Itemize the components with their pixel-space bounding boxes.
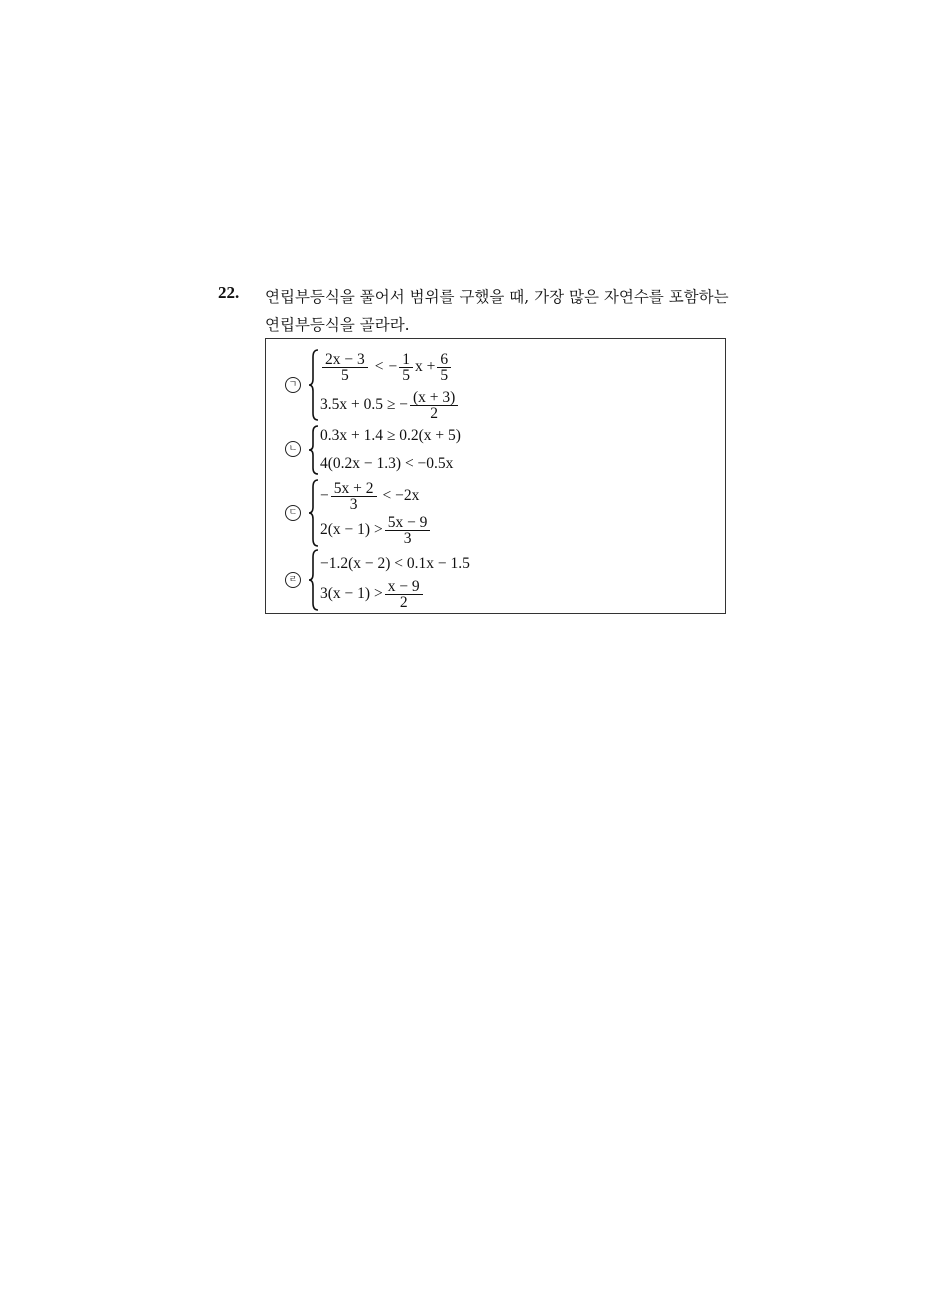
fraction: $\frac{(x + 3)}{2}$ xyxy=(410,390,458,421)
problem-number: 22. xyxy=(218,283,240,302)
option-label-4: ㄹ xyxy=(285,572,301,588)
fraction: $\frac{x - 9}{2}$ xyxy=(385,579,423,610)
option-2 xyxy=(266,425,566,475)
inequality-1a: $\frac{2x - 3}{5}$ < − $\frac{1}{5}$ x + $\frac{6}{5}$ xyxy=(320,349,453,385)
left-brace-icon xyxy=(308,479,320,547)
option-3 xyxy=(266,479,566,547)
option-1 xyxy=(266,349,566,421)
left-brace-icon xyxy=(308,549,320,611)
inequality-3b: 2(x − 1) > $\frac{5x - 9}{3}$ xyxy=(320,513,432,547)
inequality-3a: − $\frac{5x + 2}{3}$ < −2x xyxy=(320,479,420,513)
option-label-2: ㄴ xyxy=(285,441,301,457)
inequality-2a: 0.3x + 1.4 ≥ 0.2(x + 5) xyxy=(320,427,461,444)
inequality-4b: 3(x − 1) > $\frac{x - 9}{2}$ xyxy=(320,577,425,611)
option-label-3: ㄷ xyxy=(285,505,301,521)
left-brace-icon xyxy=(308,425,320,475)
fraction: $\frac{1}{5}$ xyxy=(399,352,413,383)
problem-text: 연립부등식을 풀어서 범위를 구했을 때, 가장 많은 자연수를 포함하는 연립부등식을 골라라. xyxy=(265,288,729,334)
option-4 xyxy=(266,549,566,611)
left-brace-icon xyxy=(308,349,320,421)
inequality-2b: 4(0.2x − 1.3) < −0.5x xyxy=(320,455,454,472)
fraction: $\frac{5x - 9}{3}$ xyxy=(385,515,431,546)
inequality-4a: −1.2(x − 2) < 0.1x − 1.5 xyxy=(320,555,470,572)
fraction: $\frac{5x + 2}{3}$ xyxy=(331,481,377,512)
fraction: $\frac{2x - 3}{5}$ xyxy=(322,352,368,383)
inequality-1b: 3.5x + 0.5 ≥ − $\frac{(x + 3)}{2}$ xyxy=(320,387,460,423)
options-box xyxy=(265,338,726,614)
option-label-1: ㄱ xyxy=(285,377,301,393)
fraction: $\frac{6}{5}$ xyxy=(437,352,451,383)
